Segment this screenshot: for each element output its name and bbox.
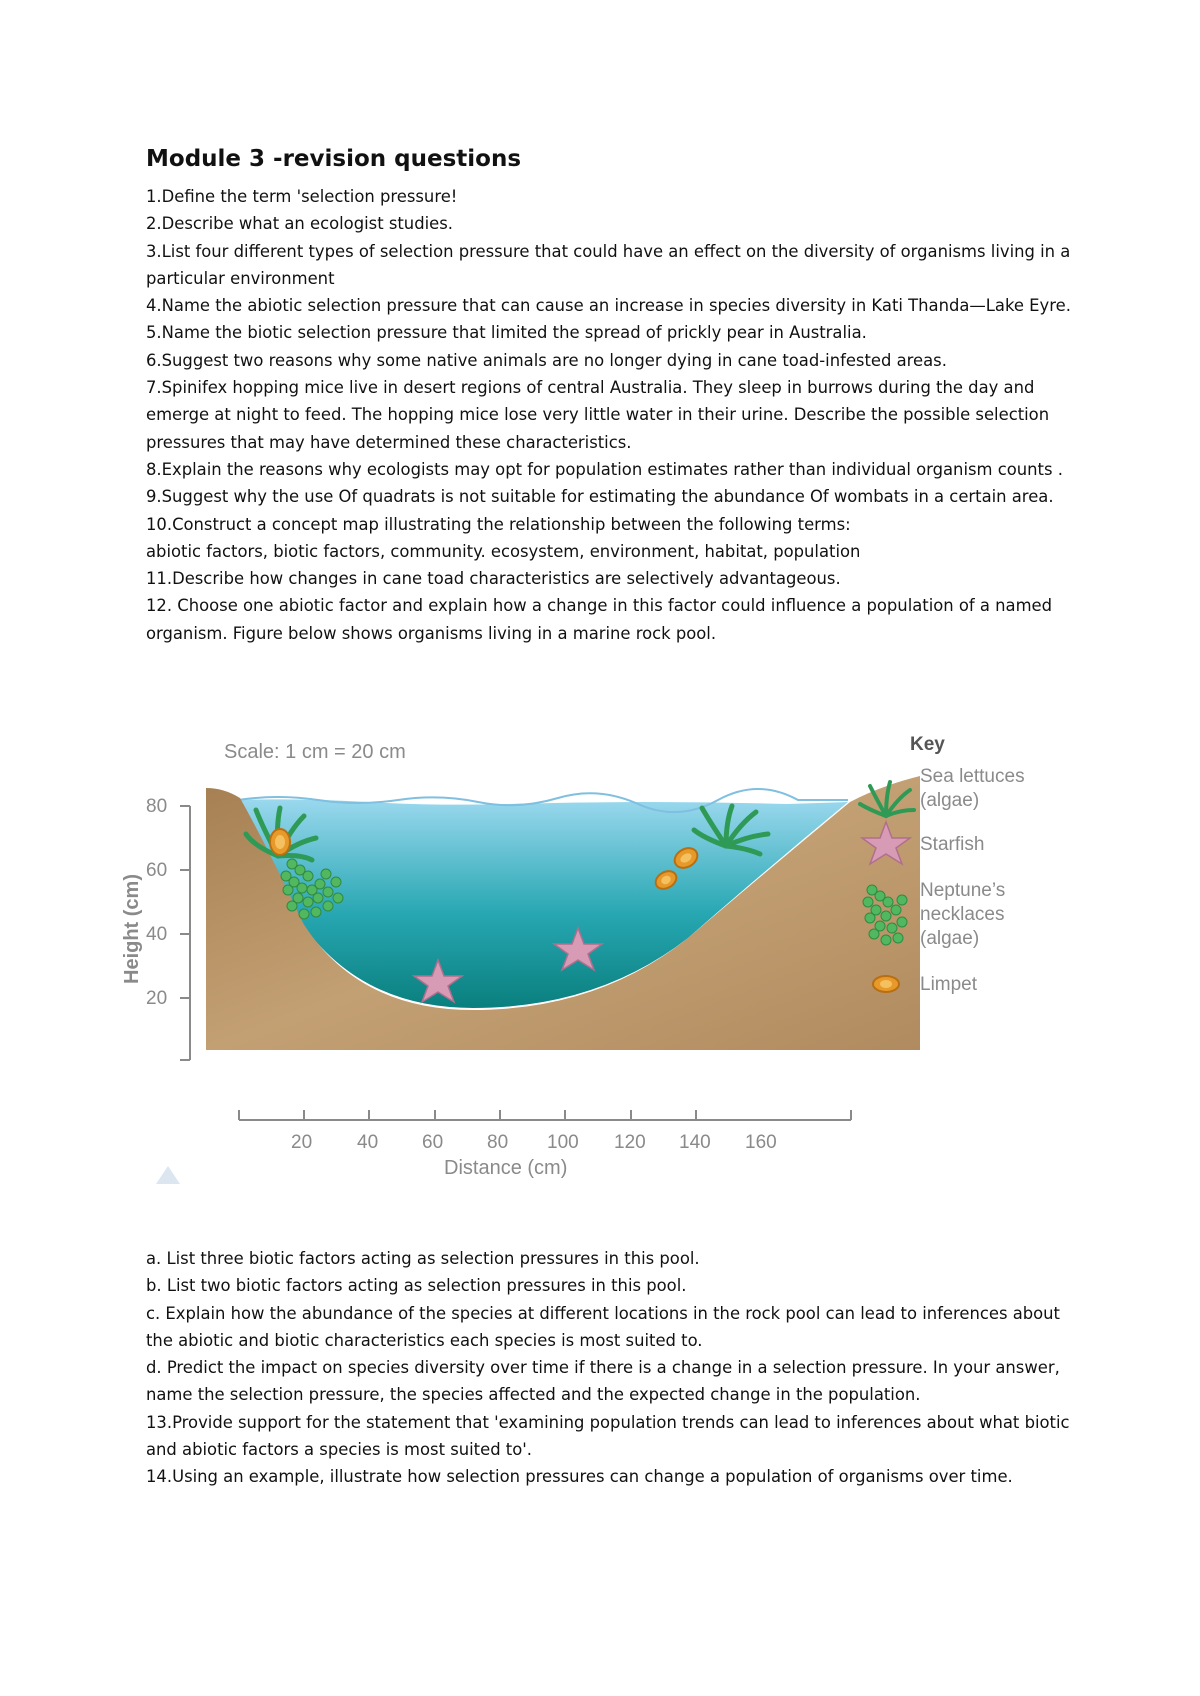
rock-pool-diagram: [121, 734, 1108, 1216]
x-tick-40: 40: [357, 1132, 379, 1153]
rock-pool-figure: [121, 734, 1108, 1216]
question-3: 3.List four different types of selection pressure that could have an effect on the diversity of organisms living in a particular environment: [146, 241, 1071, 288]
question-8: 8.Explain the reasons why ecologists may opt for population estimates rather than individual organism counts .: [146, 459, 1063, 479]
x-tick-60: 60: [422, 1132, 444, 1153]
question-2: 2.Describe what an ecologist studies.: [146, 214, 453, 234]
subquestion-c: c. Explain how the abundance of the species at different locations in the rock pool can lead to inferences about the abiotic and biotic characteristics each species is most suited to.: [146, 1303, 1060, 1350]
question-4: 4.Name the abiotic selection pressure that can cause an increase in species diversity in Kati Thanda—Lake Eyre.: [146, 296, 1071, 316]
x-tick-160: 160: [745, 1132, 777, 1153]
question-9: 9.Suggest why the use Of quadrats is not suitable for estimating the abundance Of wombats in a certain area.: [146, 487, 1054, 507]
x-axis: [239, 1110, 851, 1120]
subquestion-a: a. List three biotic factors acting as selection pressures in this pool.: [146, 1249, 700, 1268]
key-starfish-label: Starfish: [920, 834, 985, 855]
x-tick-80: 80: [487, 1132, 509, 1153]
question-13: 13.Provide support for the statement that 'examining population trends can lead to inferences about what biotic and abiotic factors a species is most suited to'.: [146, 1412, 1070, 1460]
question-1: 1.Define the term 'selection pressure!: [146, 187, 458, 206]
subquestion-list: [146, 1245, 1076, 1491]
question-6: 6.Suggest two reasons why some native animals are no longer dying in cane toad-infested areas.: [146, 350, 947, 370]
key-sea-lettuces-label: Sea lettuces: [920, 766, 1025, 787]
key-sea-lettuces-sub: (algae): [920, 790, 980, 811]
y-tick-80: 80: [146, 796, 168, 817]
triangle-mark: [156, 1166, 180, 1184]
y-tick-60: 60: [146, 860, 168, 881]
question-12: 12. Choose one abiotic factor and explain how a change in this factor could influence a population of a named organism. Figure below shows organisms living in a marine rock pool.: [146, 596, 1053, 643]
y-axis-label: Height (cm): [121, 874, 143, 984]
key-neptunes-label-2: necklaces: [920, 904, 1005, 925]
key-limpet-icon: [873, 976, 899, 992]
x-tick-120: 120: [614, 1132, 646, 1153]
key-title: Key: [910, 734, 945, 755]
key-neptunes-label-1: Neptune’s: [920, 880, 1006, 901]
question-11: 11.Describe how changes in cane toad characteristics are selectively advantageous.: [146, 569, 841, 589]
question-14: 14.Using an example, illustrate how selection pressures can change a population of organisms over time.: [146, 1467, 1013, 1487]
question-10-terms: abiotic factors, biotic factors, community. ecosystem, environment, habitat, population: [146, 541, 861, 561]
subquestion-b: b. List two biotic factors acting as selection pressures in this pool.: [146, 1276, 687, 1296]
document-title: Module 3 -revision questions: [146, 146, 522, 172]
y-axis: [180, 806, 190, 1060]
subquestion-d: d. Predict the impact on species diversity over time if there is a change in a selection pressure. In your answer, name the selection pressure, the species affected and the expected change in the population.: [146, 1358, 1060, 1405]
question-7: 7.Spinifex hopping mice live in desert regions of central Australia. They sleep in burrows during the day and emerge at night to feed. The hopping mice lose very little water in their urine. Describe the possible selection pressures that may have determined these characteristics.: [146, 378, 1050, 452]
y-tick-20: 20: [146, 988, 168, 1009]
scale-label: Scale: 1 cm = 20 cm: [224, 741, 406, 763]
x-axis-label: Distance (cm): [444, 1157, 568, 1179]
x-tick-140: 140: [679, 1132, 711, 1153]
limpet-left: [270, 829, 290, 855]
x-tick-20: 20: [291, 1132, 313, 1153]
question-5: 5.Name the biotic selection pressure that limited the spread of prickly pear in Australia.: [146, 323, 867, 343]
y-tick-40: 40: [146, 924, 168, 945]
key-neptunes-label-3: (algae): [920, 928, 980, 949]
x-tick-100: 100: [547, 1132, 579, 1153]
question-10: 10.Construct a concept map illustrating the relationship between the following terms:: [146, 514, 851, 534]
question-list: [146, 183, 1076, 647]
key-limpet-label: Limpet: [920, 974, 978, 995]
